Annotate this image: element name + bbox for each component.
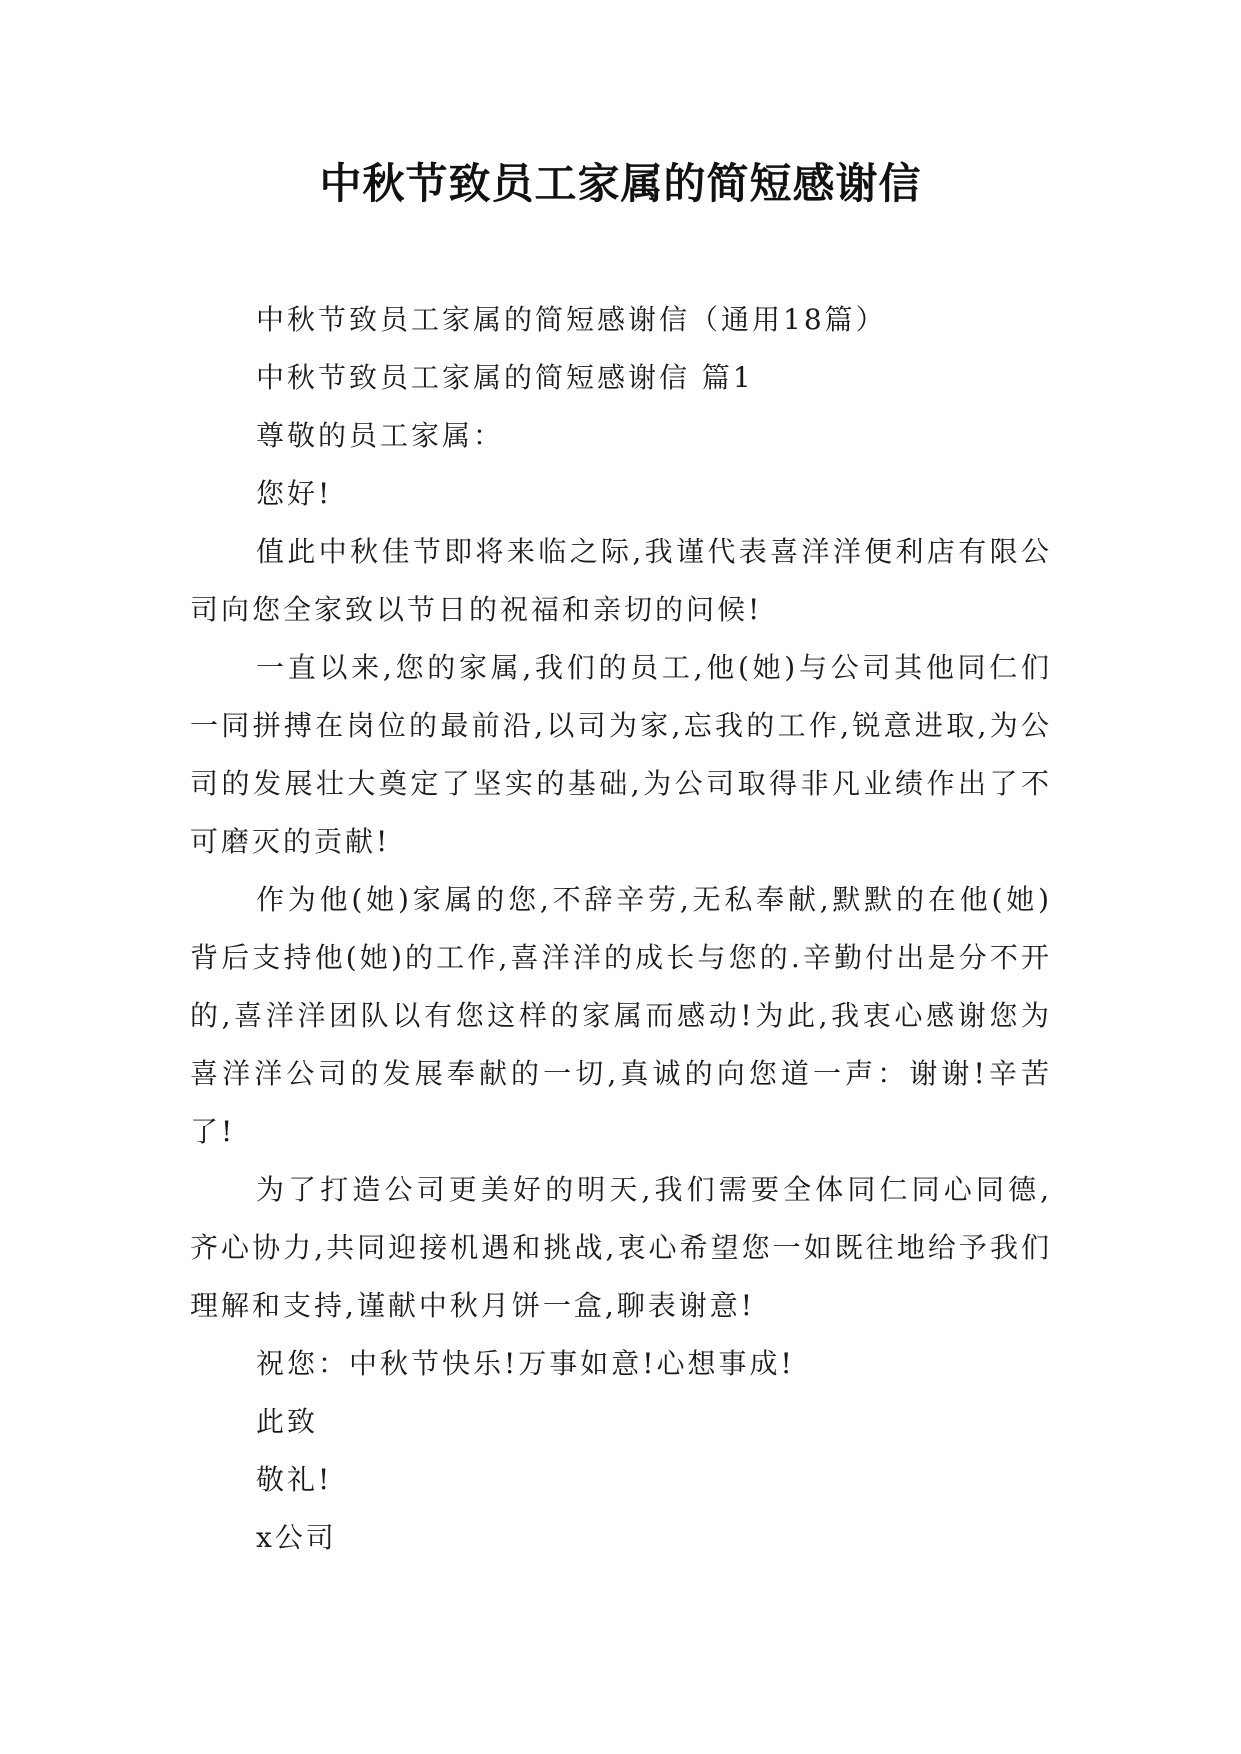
body-paragraph: 值此中秋佳节即将来临之际,我谨代表喜洋洋便利店有限公司向您全家致以节日的祝福和亲切的问候! xyxy=(190,535,1052,626)
subtitle-paragraph: 中秋节致员工家属的简短感谢信（通用18篇） xyxy=(256,303,887,336)
section-heading: 中秋节致员工家属的简短感谢信 篇1 xyxy=(256,361,754,394)
document-body xyxy=(190,291,1052,1567)
body-paragraph: 为了打造公司更美好的明天,我们需要全体同仁同心同德,齐心协力,共同迎接机遇和挑战,衷心希望您一如既往地给予我们理解和支持,谨献中秋月饼一盒,聊表谢意! xyxy=(190,1173,1052,1322)
signature-line: x公司 xyxy=(256,1521,337,1554)
closing-line: 此致 xyxy=(256,1405,319,1438)
body-paragraph: 作为他(她)家属的您,不辞辛劳,无私奉献,默默的在他(她)背后支持他(她)的工作,喜洋洋的成长与您的.辛勤付出是分不开的,喜洋洋团队以有您这样的家属而感动!为此,我衷心感谢您为喜洋洋公司的发展奉献的一切,真诚的向您道一声：谢谢!辛苦了! xyxy=(190,883,1052,1148)
regards-line: 敬礼! xyxy=(256,1463,333,1496)
body-paragraph: 一直以来,您的家属,我们的员工,他(她)与公司其他同仁们一同拼搏在岗位的最前沿,以司为家,忘我的工作,锐意进取,为公司的发展壮大奠定了坚实的基础,为公司取得非凡业绩作出了不可磨灭的贡献! xyxy=(190,651,1052,858)
document-title: 中秋节致员工家属的简短感谢信 xyxy=(319,159,922,208)
salutation: 尊敬的员工家属： xyxy=(256,419,505,452)
wishes-line: 祝您：中秋节快乐!万事如意!心想事成! xyxy=(256,1347,795,1380)
greeting: 您好! xyxy=(256,477,333,510)
